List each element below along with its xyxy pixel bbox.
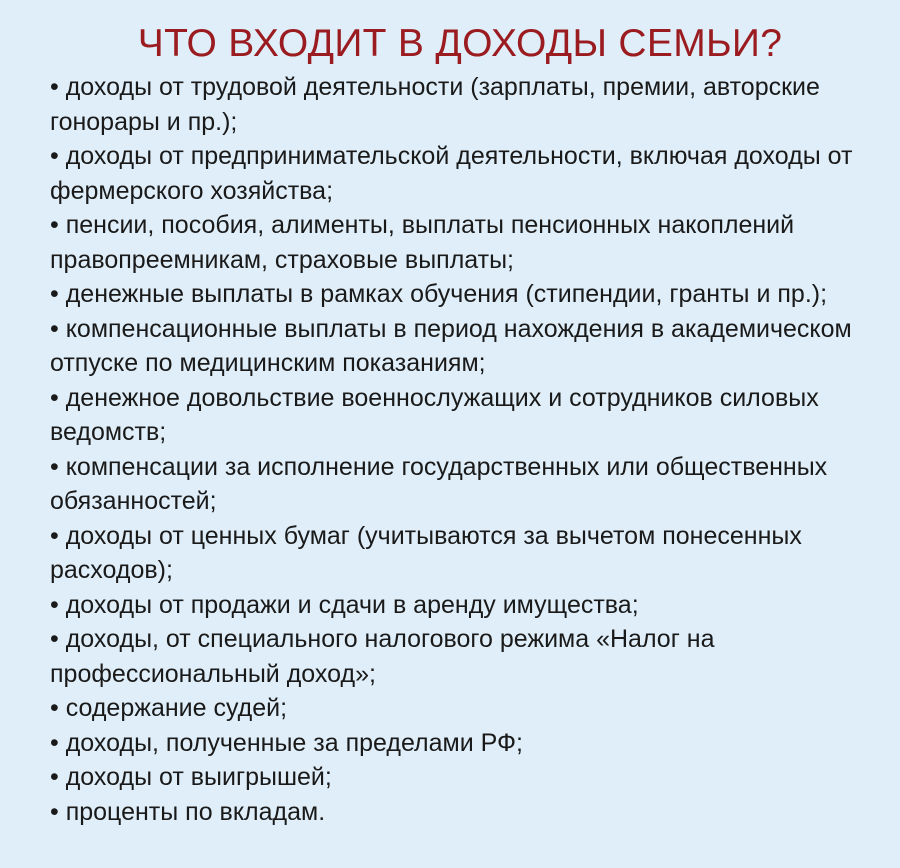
list-item: • доходы, от специального налогового режима «Налог на профессиональный доход»; [50, 625, 715, 688]
list-item: • проценты по вкладам. [50, 797, 326, 826]
list-item: • доходы от продажи и сдачи в аренду имущества; [50, 590, 639, 619]
list-item: • доходы от трудовой деятельности (зарплаты, премии, авторские гонорары и пр.); [50, 73, 820, 136]
list-item: • доходы от ценных бумаг (учитываются за вычетом понесенных расходов); [50, 521, 802, 584]
list-item: • доходы, полученные за пределами РФ; [50, 728, 523, 757]
list-item: • компенсации за исполнение государственных или общественных обязанностей; [50, 452, 828, 515]
list-item: • доходы от предпринимательской деятельности, включая доходы от фермерского хозяйства; [50, 142, 853, 205]
list-item: • доходы от выигрышей; [50, 763, 332, 791]
page-title: ЧТО ВХОДИТ В ДОХОДЫ СЕМЬИ? [137, 22, 783, 65]
list-item: • пенсии, пособия, алименты, выплаты пенсионных накоплений правопреемникам, страховые выплаты; [50, 211, 795, 274]
income-list [50, 70, 860, 829]
list-item: • содержание судей; [50, 694, 288, 722]
list-item: • денежное довольствие военнослужащих и сотрудников силовых ведомств; [50, 383, 819, 446]
list-item: • денежные выплаты в рамках обучения (стипендии, гранты и пр.); [50, 280, 828, 308]
list-item: • компенсационные выплаты в период нахождения в академическом отпуске по медицинским показаниям; [50, 314, 852, 377]
